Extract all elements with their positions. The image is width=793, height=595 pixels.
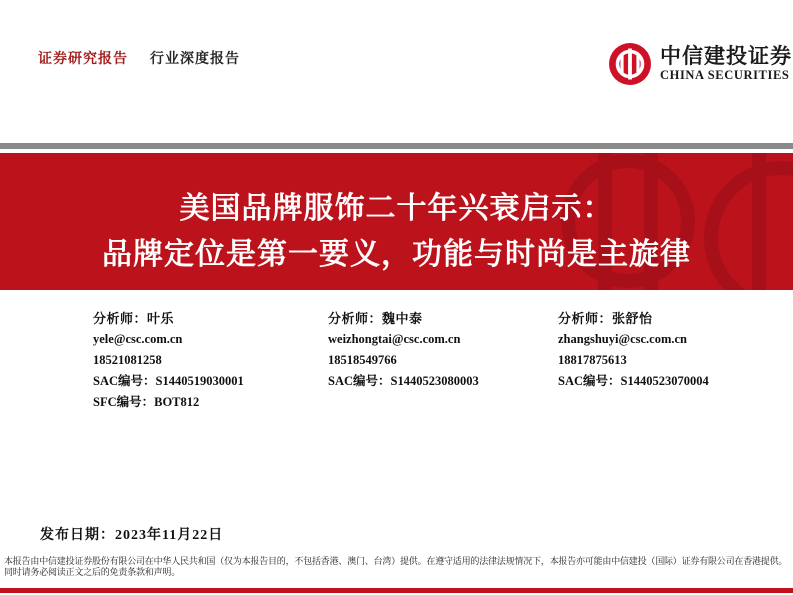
analyst-sac-number: SAC编号：S1440523080003 (328, 374, 479, 388)
analyst-card (328, 308, 479, 392)
analyst-name: 分析师：魏中泰 (328, 311, 423, 326)
bottom-red-bar (0, 588, 793, 593)
analyst-name: 分析师：张舒怡 (558, 311, 653, 326)
report-title-line1: 美国品牌服饰二十年兴衰启示： (179, 192, 614, 225)
analyst-sac-number: SAC编号：S1440519030001 (93, 374, 244, 388)
gray-divider-rule (0, 143, 793, 149)
disclaimer-line1: 本报告由中信建投证券股份有限公司在中华人民共和国（仅为本报告目的，不包括香港、澳门、台湾）提供。在遵守适用的法律法规情况下，本报告亦可能由中信建投（国际）证券有限公司在香港提供。 (4, 556, 788, 566)
analyst-sac-number: SAC编号：S1440523070004 (558, 374, 709, 388)
china-securities-logo-icon (608, 42, 652, 86)
disclaimer-line2: 同时请务必阅读正文之后的免责条款和声明。 (4, 567, 181, 577)
brand-text (660, 45, 792, 82)
analyst-phone: 18817875613 (558, 353, 627, 367)
brand-block (608, 42, 792, 86)
analyst-name: 分析师：叶乐 (93, 311, 175, 326)
header-classification (38, 48, 240, 68)
report-category-label: 行业深度报告 (150, 52, 240, 67)
analyst-email: weizhongtai@csc.com.cn (328, 332, 461, 346)
title-banner (0, 153, 793, 290)
disclaimer-text (4, 556, 792, 578)
report-title-line2: 品牌定位是第一要义，功能与时尚是主旋律 (102, 238, 691, 271)
analyst-sfc-number: SFC编号：BOT812 (93, 395, 200, 409)
report-type-label: 证券研究报告 (38, 52, 128, 67)
analyst-phone: 18518549766 (328, 353, 397, 367)
analyst-card (558, 308, 709, 392)
brand-name-en: CHINA SECURITIES (660, 68, 790, 83)
analyst-email: yele@csc.com.cn (93, 332, 183, 346)
analyst-email: zhangshuyi@csc.com.cn (558, 332, 687, 346)
report-title (0, 186, 793, 278)
analysts-section (0, 308, 793, 418)
brand-name-cn: 中信建投证券 (660, 44, 792, 69)
analyst-card (93, 308, 244, 413)
publish-date: 发布日期：2023年11月22日 (40, 528, 224, 543)
analyst-phone: 18521081258 (93, 353, 162, 367)
